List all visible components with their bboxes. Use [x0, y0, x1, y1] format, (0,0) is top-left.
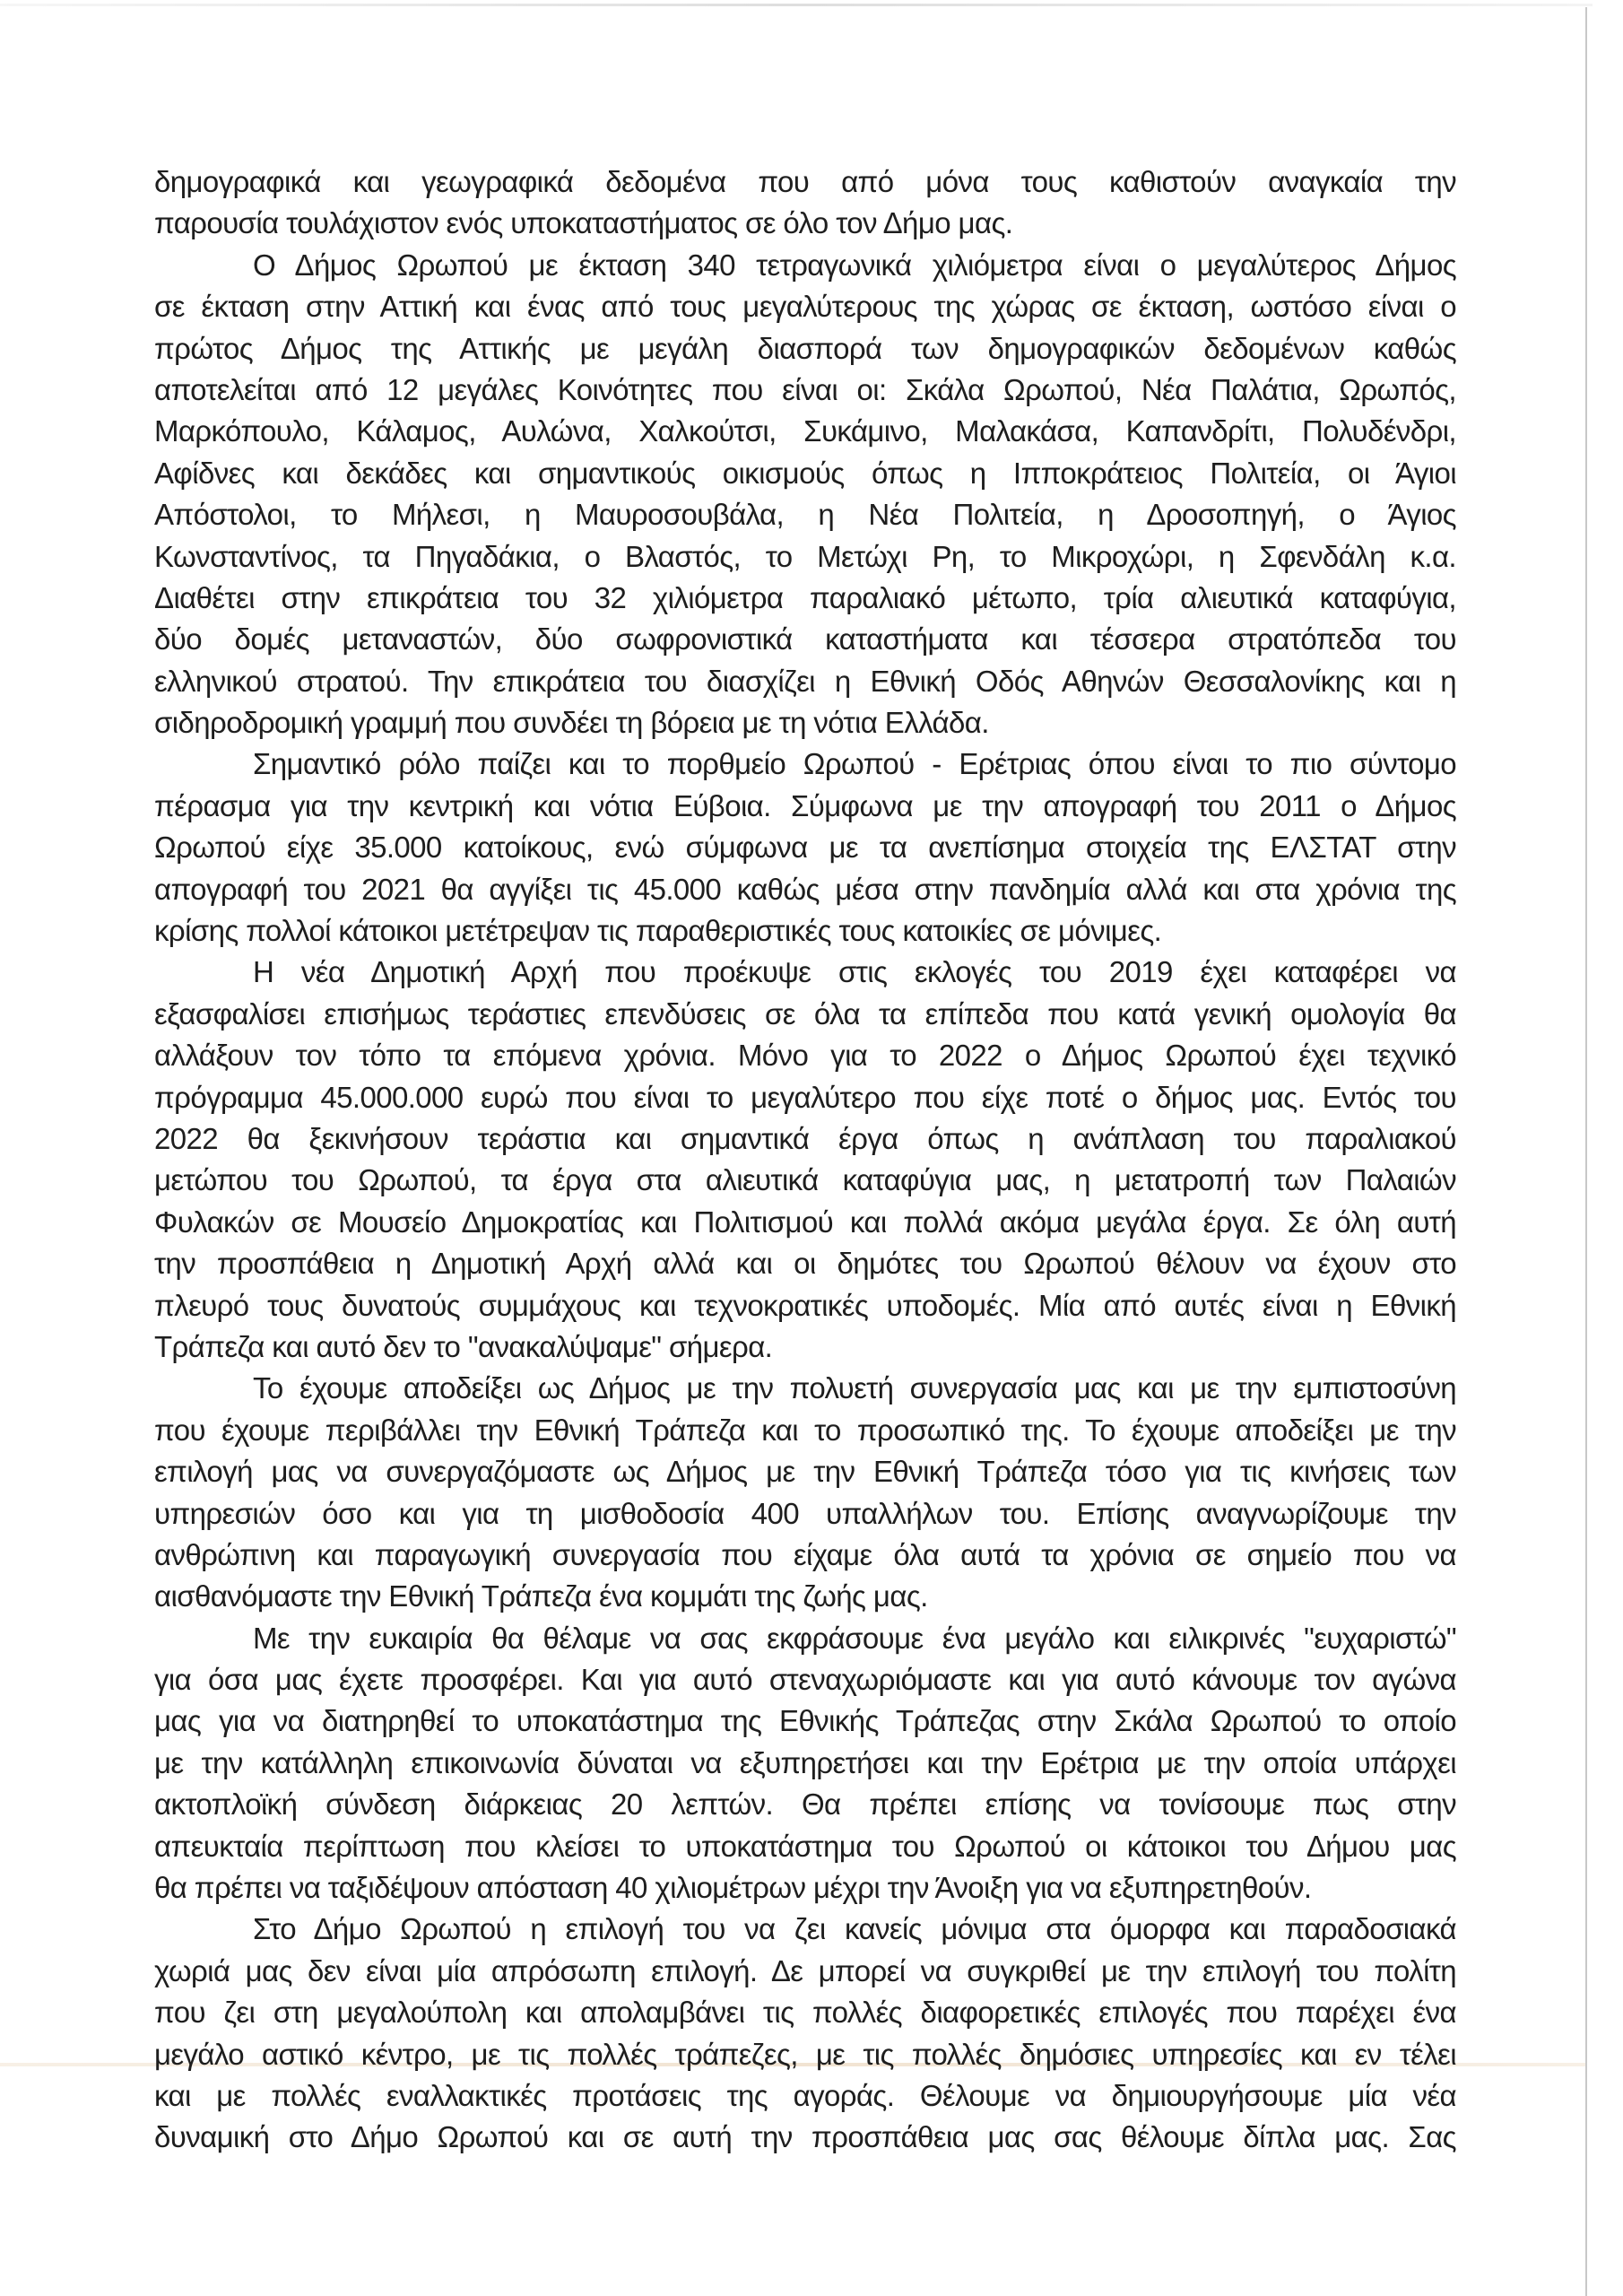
text-line: σε έκταση στην Αττική και ένας από τους μεγαλύτερους της χώρας σε έκταση, ωστόσο είναι ο [154, 290, 1456, 324]
text-line: ακτοπλοϊκή σύνδεση διάρκειας 20 λεπτών. Θα πρέπει επίσης να τονίσουμε πως στην [154, 1787, 1456, 1822]
text-line: εξασφαλίσει επισήμως τεράστιες επενδύσεις σε όλα τα επίπεδα που κατά γενική ομολογία θα [154, 996, 1456, 1031]
text-line: Αφίδνες και δεκάδες και σημαντικούς οικισμούς όπως η Ιπποκράτειος Πολιτεία, οι Άγιοι [154, 456, 1456, 490]
text-line: ανθρώπινη και παραγωγική συνεργασία που είχαμε όλα αυτά τα χρόνια σε σημείο που να [154, 1537, 1456, 1571]
text-line: μεγάλο αστικό κέντρο, με τις πολλές τράπεζες, με τις πολλές δημόσιες υπηρεσίες και εν τέλει [154, 2037, 1456, 2071]
text-line: πρόγραμμα 45.000.000 ευρώ που είναι το μεγαλύτερο που είχε ποτέ ο δήμος μας. Εντός του [154, 1080, 1456, 1114]
text-line: που ζει στη μεγαλούπολη και απολαμβάνει τις πολλές διαφορετικές επιλογές που παρέχει ένα [154, 1996, 1456, 2030]
text-line: που έχουμε περιβάλλει την Εθνική Τράπεζα και το προσωπικό της. Το έχουμε αποδείξει με την [154, 1413, 1456, 1447]
text-line: κρίσης πολλοί κάτοικοι μετέτρεψαν τις παραθεριστικές τους κατοικίες σε μόνιμες. [154, 914, 1162, 948]
text-line: επιλογή μας να συνεργαζόμαστε ως Δήμος με την Εθνική Τράπεζα τόσο για τις κινήσεις των [154, 1455, 1456, 1489]
paragraph-5 [154, 1368, 1456, 1617]
text-line: πρώτος Δήμος της Αττικής με μεγάλη διασπορά των δημογραφικών δεδομένων καθώς [154, 331, 1456, 365]
text-line: αισθανόμαστε την Εθνική Τράπεζα ένα κομμάτι της ζωής μας. [154, 1579, 928, 1613]
text-line: Στο Δήμο Ωρωπού η επιλογή του να ζει κανείς μόνιμα στα όμορφα και παραδοσιακά [253, 1912, 1456, 1946]
text-line: μας για να διατηρηθεί το υποκατάστημα της Εθνικής Τράπεζας στην Σκάλα Ωρωπού το οποίο [154, 1704, 1456, 1738]
paragraph-1 [154, 161, 1456, 245]
text-line: μετώπου του Ωρωπού, τα έργα στα αλιευτικά καταφύγια μας, η μετατροπή των Παλαιών [154, 1163, 1456, 1197]
text-line: 2022 θα ξεκινήσουν τεράστια και σημαντικά έργα όπως η ανάπλαση του παραλιακού [154, 1121, 1456, 1155]
text-line: Κωνσταντίνος, τα Πηγαδάκια, ο Βλαστός, το Μετώχι Ρη, το Μικροχώρι, η Σφενδάλη κ.α. [154, 539, 1456, 573]
text-line: αποτελείται από 12 μεγάλες Κοινότητες που είναι οι: Σκάλα Ωρωπού, Νέα Παλάτια, Ωρωπός, [154, 372, 1456, 406]
text-line: Φυλακών σε Μουσείο Δημοκρατίας και Πολιτισμού και πολλά ακόμα μεγάλα έργα. Σε όλη αυτή [154, 1205, 1456, 1239]
text-line: δύο δομές μεταναστών, δύο σωφρονιστικά καταστήματα και τέσσερα στρατόπεδα του [154, 622, 1456, 657]
text-line: Μαρκόπουλο, Κάλαμος, Αυλώνα, Χαλκούτσι, Συκάμινο, Μαλακάσα, Καπανδρίτι, Πολυδένδρι, [154, 414, 1456, 448]
paragraph-4 [154, 952, 1456, 1368]
text-line: δυναμική στο Δήμο Ωρωπού και σε αυτή την προσπάθεια μας σας θέλουμε δίπλα μας. Σας [154, 2120, 1456, 2154]
text-line: και με πολλές εναλλακτικές προτάσεις της αγοράς. Θέλουμε να δημιουργήσουμε μία νέα [154, 2078, 1456, 2112]
letter-body [154, 161, 1456, 2159]
text-line: Με την ευκαιρία θα θέλαμε να σας εκφράσουμε ένα μεγάλο και ειλικρινές "ευχαριστώ" [253, 1621, 1456, 1655]
text-line: Ωρωπού είχε 35.000 κατοίκους, ενώ σύμφωνα με τα ανεπίσημα στοιχεία της ΕΛΣΤΑΤ στην [154, 831, 1456, 865]
text-line: Διαθέτει στην επικράτεια του 32 χιλιόμετρα παραλιακό μέτωπο, τρία αλιευτικά καταφύγια, [154, 580, 1456, 614]
paragraph-3 [154, 744, 1456, 952]
text-line: Σημαντικό ρόλο παίζει και το πορθμείο Ωρωπού - Ερέτριας όπου είναι το πιο σύντομο [253, 747, 1456, 781]
text-line: πέρασμα για την κεντρική και νότια Εύβοια. Σύμφωνα με την απογραφή του 2011 ο Δήμος [154, 788, 1456, 822]
text-line: πλευρό τους δυνατούς συμμάχους και τεχνοκρατικές υποδομές. Μία από αυτές είναι η Εθνική [154, 1288, 1456, 1322]
text-line: υπηρεσιών όσο και για τη μισθοδοσία 400 υπαλλήλων του. Επίσης αναγνωρίζουμε την [154, 1496, 1456, 1530]
text-line: με την κατάλληλη επικοινωνία δύναται να εξυπηρετήσει και την Ερέτρια με την οποία υπάρχει [154, 1745, 1456, 1779]
text-line: δημογραφικά και γεωγραφικά δεδομένα που από μόνα τους καθιστούν αναγκαία την [154, 165, 1456, 198]
text-line: θα πρέπει να ταξιδέψουν απόσταση 40 χιλιομέτρων μέχρι την Άνοιξη για να εξυπηρετηθούν. [154, 1871, 1312, 1905]
text-line: σιδηροδρομική γραμμή που συνδέει τη βόρεια με τη νότια Ελλάδα. [154, 706, 989, 740]
text-line: ελληνικού στρατού. Την επικράτεια του διασχίζει η Εθνική Οδός Αθηνών Θεσσαλονίκης και η [154, 664, 1456, 698]
paper-edge-line [1585, 7, 1587, 2296]
paragraph-2 [154, 245, 1456, 744]
paragraph-6 [154, 1618, 1456, 1909]
text-line: χωριά μας δεν είναι μία απρόσωπη επιλογή. Δε μπορεί να συγκριθεί με την επιλογή του πολίτη [154, 1953, 1456, 1987]
scan-artifact-top [0, 4, 1593, 6]
text-line: αλλάξουν τον τόπο τα επόμενα χρόνια. Μόνο για το 2022 ο Δήμος Ωρωπού έχει τεχνικό [154, 1039, 1456, 1073]
text-line: Τράπεζα και αυτό δεν το "ανακαλύψαμε" σήμερα. [154, 1329, 773, 1363]
text-line: Το έχουμε αποδείξει ως Δήμος με την πολυετή συνεργασία μας και με την εμπιστοσύνη [253, 1371, 1456, 1405]
text-line: Η νέα Δημοτική Αρχή που προέκυψε στις εκλογές του 2019 έχει καταφέρει να [253, 955, 1456, 989]
text-line: την προσπάθεια η Δημοτική Αρχή αλλά και οι δημότες του Ωρωπού θέλουν να έχουν στο [154, 1247, 1456, 1281]
text-line: απευκταία περίπτωση που κλείσει το υποκατάστημα του Ωρωπού οι κάτοικοι του Δήμου μας [154, 1829, 1456, 1863]
text-line: Ο Δήμος Ωρωπού με έκταση 340 τετραγωνικά χιλιόμετρα είναι ο μεγαλύτερος Δήμος [253, 248, 1456, 282]
paragraph-7 [154, 1909, 1456, 2158]
text-line: για όσα μας έχετε προσφέρει. Και για αυτό στεναχωριόμαστε και για αυτό κάνουμε τον αγώνα [154, 1663, 1456, 1697]
text-line: Απόστολοι, το Μήλεσι, η Μαυροσουβάλα, η Νέα Πολιτεία, η Δροσοπηγή, ο Άγιος [154, 498, 1456, 532]
text-line: παρουσία τουλάχιστον ενός υποκαταστήματος σε όλο τον Δήμο μας. [154, 206, 1013, 240]
text-line: απογραφή του 2021 θα αγγίξει τις 45.000 καθώς μέσα στην πανδημία αλλά και στα χρόνια της [154, 872, 1456, 906]
